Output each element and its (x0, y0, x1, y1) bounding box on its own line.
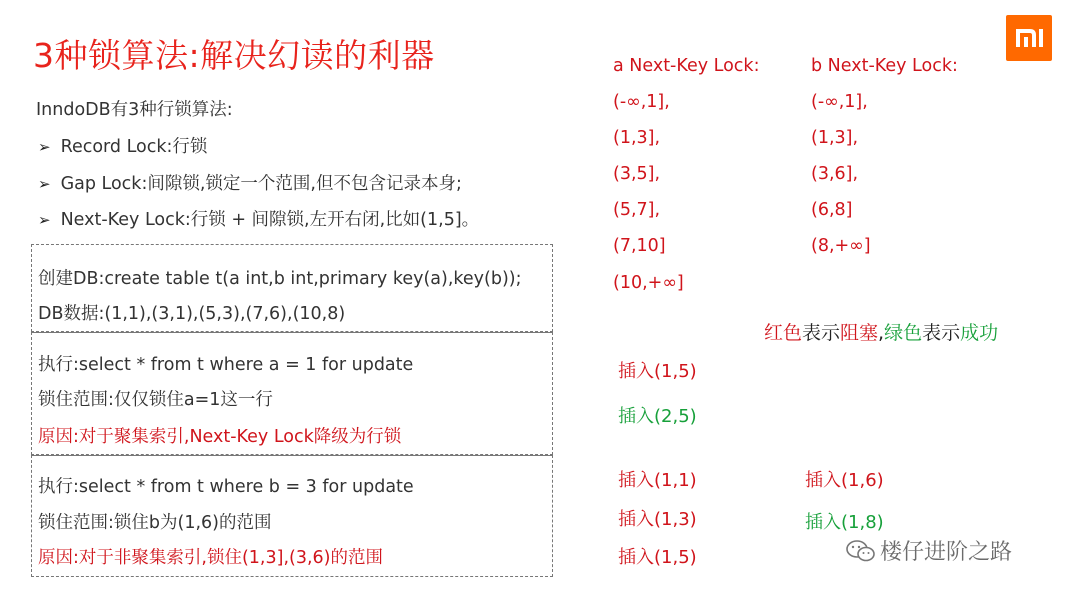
col-b-range: (8,+∞] (811, 236, 871, 256)
legend-text: 表示 (922, 322, 961, 344)
col-a-range: (-∞,1], (613, 92, 670, 112)
col-a-range: (5,7], (613, 200, 661, 220)
col-b-range: (-∞,1], (811, 92, 868, 112)
col-a-header: a Next-Key Lock: (613, 56, 760, 76)
bullet-next-key-lock (38, 206, 479, 231)
arrow-right-icon: ➢ (38, 138, 51, 156)
insert-a-1: 插入(1,5) (618, 361, 697, 382)
col-a-range: (10,+∞] (613, 273, 684, 293)
insert-b-left-1: 插入(1,1) (618, 470, 697, 491)
query-b-reason: 原因:对于非聚集索引,锁住(1,3],(3,6)的范围 (38, 548, 383, 568)
col-a-range: (3,5], (613, 164, 661, 184)
col-b-range: (1,3], (811, 128, 859, 148)
query-a-reason: 原因:对于聚集索引,Next-Key Lock降级为行锁 (38, 427, 402, 447)
intro-text: InndoDB有3种行锁算法: (36, 100, 233, 120)
bullet-text: Gap Lock:间隙锁,锁定一个范围,但不包含记录本身; (60, 174, 462, 194)
insert-b-right-2: 插入(1,8) (805, 512, 884, 533)
create-db-line: 创建DB:create table t(a int,b int,primary key(a),key(b)); (38, 269, 522, 289)
legend-success: 成功 (960, 322, 999, 344)
col-b-header: b Next-Key Lock: (811, 56, 958, 76)
arrow-right-icon: ➢ (38, 211, 51, 229)
query-a-range: 锁住范围:仅仅锁住a=1这一行 (38, 390, 273, 410)
db-data-line: DB数据:(1,1),(3,1),(5,3),(7,6),(10,8) (38, 304, 346, 324)
query-b-range: 锁住范围:锁住b为(1,6)的范围 (38, 513, 272, 533)
mi-logo (1006, 15, 1052, 61)
legend-text: 表示 (802, 322, 841, 344)
insert-a-2: 插入(2,5) (618, 406, 697, 427)
insert-b-right-1: 插入(1,6) (805, 470, 884, 491)
color-legend (764, 318, 998, 345)
query-b-exec: 执行:select * from t where b = 3 for update (38, 477, 414, 497)
col-b-range: (3,6], (811, 164, 859, 184)
legend-sep: , (878, 322, 885, 344)
page-title: 3种锁算法:解决幻读的利器 (33, 36, 435, 75)
col-a-range: (1,3], (613, 128, 661, 148)
query-a-exec: 执行:select * from t where a = 1 for update (38, 355, 414, 375)
bullet-text: Record Lock:行锁 (60, 137, 208, 157)
arrow-right-icon: ➢ (38, 175, 51, 193)
insert-b-left-2: 插入(1,3) (618, 509, 697, 530)
bullet-record-lock (38, 133, 207, 158)
insert-b-left-3: 插入(1,5) (618, 547, 697, 568)
legend-blocked: 阻塞 (840, 322, 879, 344)
col-b-range: (6,8] (811, 200, 853, 220)
legend-green-word: 绿色 (884, 322, 923, 344)
watermark-text: 楼仔进阶之路 (880, 540, 1013, 565)
legend-red-word: 红色 (764, 322, 803, 344)
wechat-icon (846, 540, 876, 562)
col-a-range: (7,10] (613, 236, 666, 256)
bullet-text: Next-Key Lock:行锁 + 间隙锁,左开右闭,比如(1,5]。 (60, 210, 480, 230)
bullet-gap-lock (38, 170, 462, 195)
